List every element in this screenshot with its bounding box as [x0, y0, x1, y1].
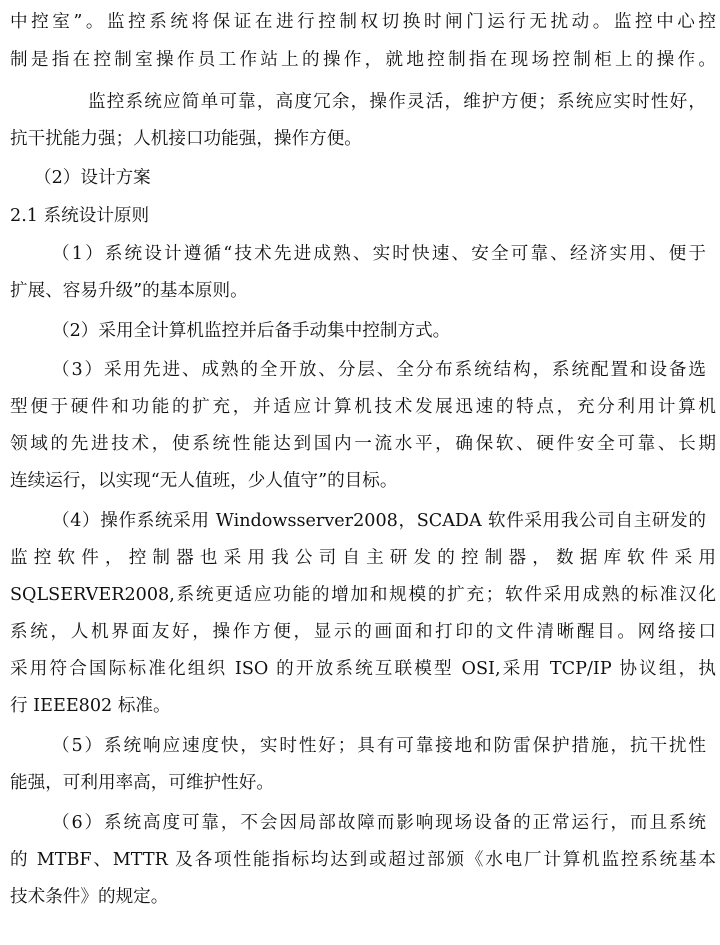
paragraph-line: 能强，可利用率高，可维护性好。: [10, 773, 274, 793]
paragraph-line: 监控系统应简单可靠，高度冗余，操作灵活，维护方便；系统应实时性好，: [88, 92, 706, 112]
paragraph-line: 型便于硬件和功能的扩充，并适应计算机技术发展迅速的特点，充分利用计算机: [10, 397, 716, 417]
paragraph-line: 中控室”。监控系统将保证在进行控制权切换时闸门运行无扰动。监控中心控: [10, 12, 716, 32]
paragraph-line: 抗干扰能力强；人机接口功能强，操作方便。: [10, 129, 362, 149]
paragraph-line: （4）操作系统采用 Windowsserver2008，SCADA 软件采用我公司自主研发的: [52, 511, 706, 531]
paragraph-line: 系统，人机界面友好，操作方便，显示的画面和打印的文件清晰醒目。网络接口: [10, 622, 716, 642]
paragraph-line: （6）系统高度可靠，不会因局部故障而影响现场设备的正常运行，而且系统: [52, 813, 706, 833]
subsection-heading: 2.1 系统设计原则: [10, 206, 150, 226]
paragraph-line: （5）系统响应速度快，实时性好；具有可靠接地和防雷保护措施，抗干扰性: [52, 736, 706, 756]
paragraph-line: SQLSERVER2008,系统更适应功能的增加和规模的扩充；软件采用成熟的标准汉化: [10, 585, 716, 605]
paragraph-line: 连续运行，以实现“无人值班，少人值守”的目标。: [10, 471, 398, 491]
paragraph-line: 监控软件，控制器也采用我公司自主研发的控制器，数据库软件采用: [10, 548, 716, 568]
paragraph-line: 制是指在控制室操作员工作站上的操作，就地控制指在现场控制柜上的操作。: [10, 50, 716, 70]
paragraph-line: 采用符合国际标准化组织 ISO 的开放系统互联模型 OSI,采用 TCP/IP 协议组，执: [10, 659, 716, 679]
paragraph-line: （3）采用先进、成熟的全开放、分层、全分布系统结构，系统配置和设备选: [52, 360, 706, 380]
paragraph-line: （1）系统设计遵循“技术先进成熟、实时快速、安全可靠、经济实用、便于: [52, 244, 706, 264]
paragraph-line: 领域的先进技术，使系统性能达到国内一流水平，确保软、硬件安全可靠、长期: [10, 434, 716, 454]
paragraph-line: （2）采用全计算机监控并后备手动集中控制方式。: [52, 321, 451, 341]
paragraph-line: 技术条件》的规定。: [10, 887, 169, 907]
paragraph-line: 扩展、容易升级”的基本原则。: [10, 281, 248, 301]
section-heading: （2）设计方案: [34, 168, 151, 188]
paragraph-line: 行 IEEE802 标准。: [10, 696, 171, 716]
paragraph-line: 的 MTBF、MTTR 及各项性能指标均达到或超过部颁《水电厂计算机监控系统基本: [10, 850, 716, 870]
